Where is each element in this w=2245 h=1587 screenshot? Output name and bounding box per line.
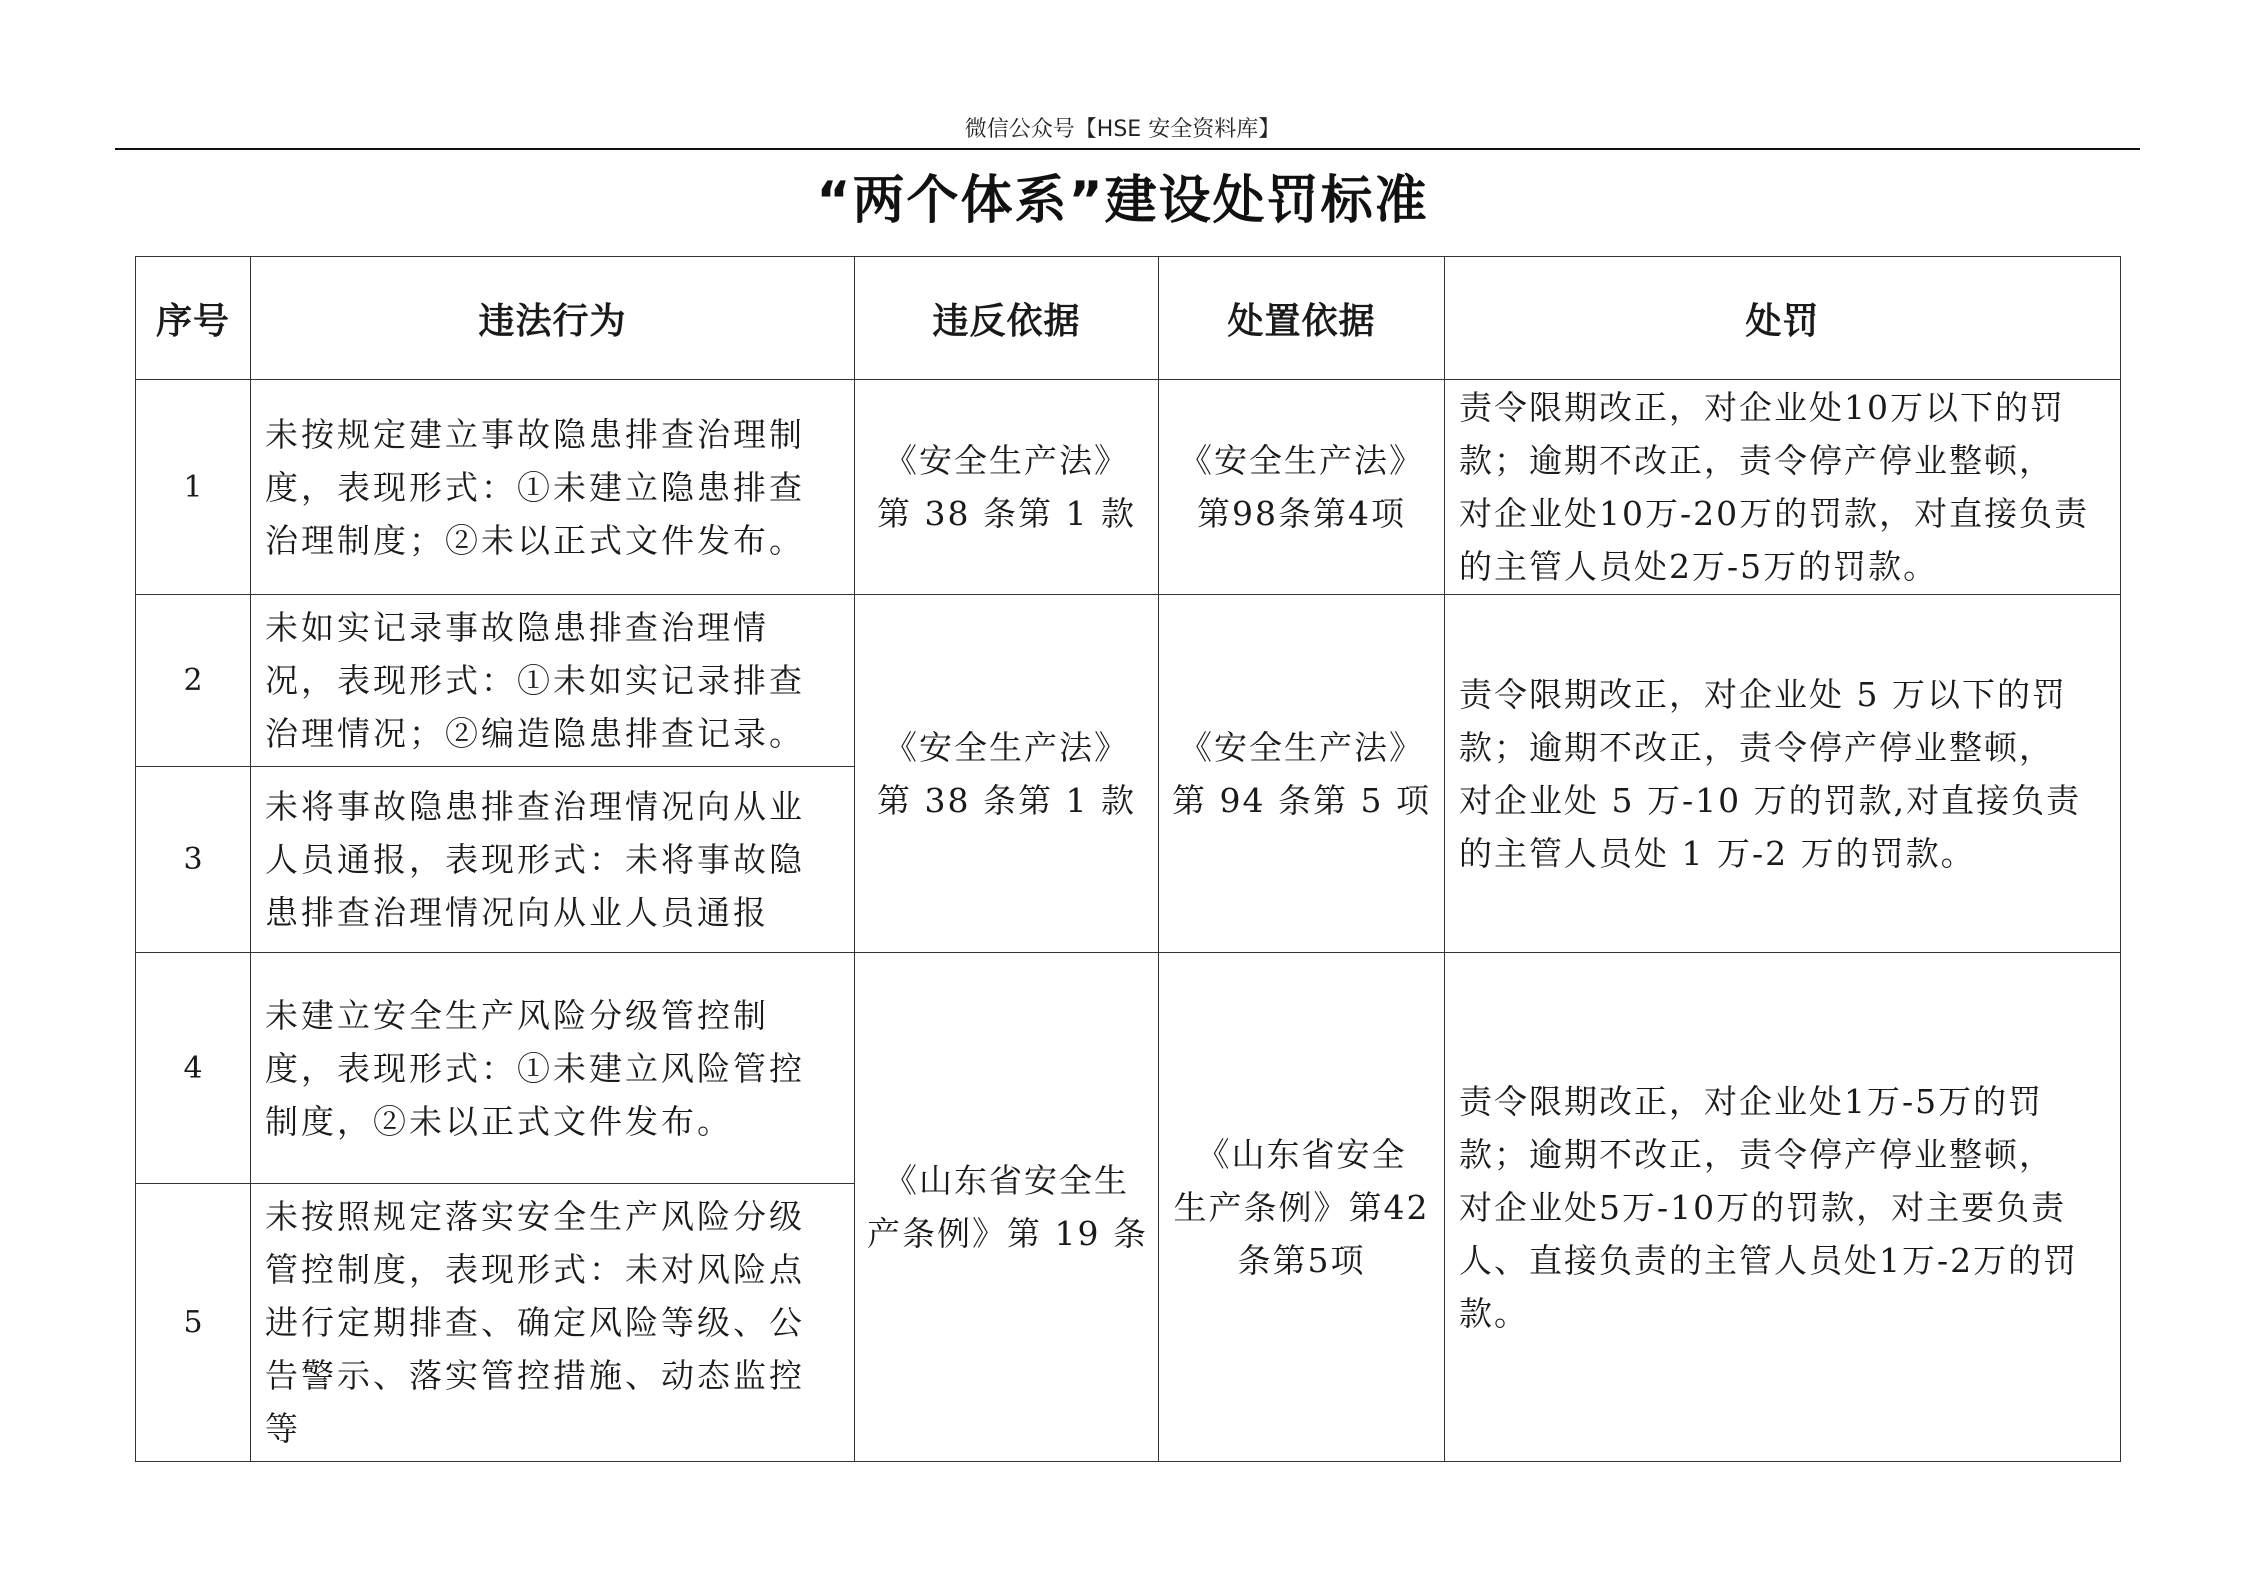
- table-header-row: [136, 257, 2121, 380]
- page-header-text: 微信公众号【HSE 安全资料库】: [964, 117, 1281, 142]
- violation-text: 未将事故隐患排查治理情况向从业 人员通报，表现形式：未将事故隐 患排查治理情况向从业人员通报: [251, 767, 855, 953]
- row-number: 3: [136, 767, 251, 953]
- penalty-text: 责令限期改正，对企业处 5 万以下的罚 款；逾期不改正，责令停产停业整顿， 对企业处 5 万-10 万的罚款,对直接负责 的主管人员处 1 万-2 万的罚款。: [1445, 595, 2121, 953]
- row-number: 2: [136, 595, 251, 767]
- penalty-table: [135, 256, 2121, 1462]
- row-number: 1: [136, 380, 251, 595]
- violation-text: 未如实记录事故隐患排查治理情 况，表现形式：①未如实记录排查 治理情况；②编造隐患排查记录。: [251, 595, 855, 767]
- violation-basis: 《安全生产法》 第 38 条第 1 款: [855, 380, 1159, 595]
- table-row: [136, 380, 2121, 595]
- column-header-violation: 违法行为: [251, 257, 855, 380]
- column-header-number: 序号: [136, 257, 251, 380]
- penalty-text: 责令限期改正，对企业处10万以下的罚 款；逾期不改正，责令停产停业整顿， 对企业处10万-20万的罚款，对直接负责 的主管人员处2万-5万的罚款。: [1445, 380, 2121, 595]
- header-divider: [115, 148, 2140, 150]
- column-header-disposal-basis: 处置依据: [1159, 257, 1445, 380]
- row-number: 5: [136, 1184, 251, 1462]
- row-number: 4: [136, 953, 251, 1184]
- violation-basis: 《安全生产法》 第 38 条第 1 款: [855, 595, 1159, 953]
- column-header-penalty: 处罚: [1445, 257, 2121, 380]
- column-header-violation-basis: 违反依据: [855, 257, 1159, 380]
- penalty-text: 责令限期改正，对企业处1万-5万的罚 款；逾期不改正，责令停产停业整顿， 对企业处5万-10万的罚款，对主要负责 人、直接负责的主管人员处1万-2万的罚 款。: [1445, 953, 2121, 1462]
- table-row: [136, 595, 2121, 767]
- disposal-basis: 《安全生产法》 第98条第4项: [1159, 380, 1445, 595]
- violation-text: 未建立安全生产风险分级管控制 度，表现形式：①未建立风险管控 制度，②未以正式文件发布。: [251, 953, 855, 1184]
- disposal-basis: 《安全生产法》 第 94 条第 5 项: [1159, 595, 1445, 953]
- table-row: [136, 953, 2121, 1184]
- document-title: “两个体系”建设处罚标准: [816, 171, 1429, 231]
- violation-basis: 《山东省安全生 产条例》第 19 条: [855, 953, 1159, 1462]
- violation-text: 未按照规定落实安全生产风险分级 管控制度，表现形式：未对风险点 进行定期排查、确定风险等级、公 告警示、落实管控措施、动态监控 等: [251, 1184, 855, 1462]
- violation-text: 未按规定建立事故隐患排查治理制 度，表现形式：①未建立隐患排查 治理制度；②未以正式文件发布。: [251, 380, 855, 595]
- disposal-basis: 《山东省安全 生产条例》第42 条第5项: [1159, 953, 1445, 1462]
